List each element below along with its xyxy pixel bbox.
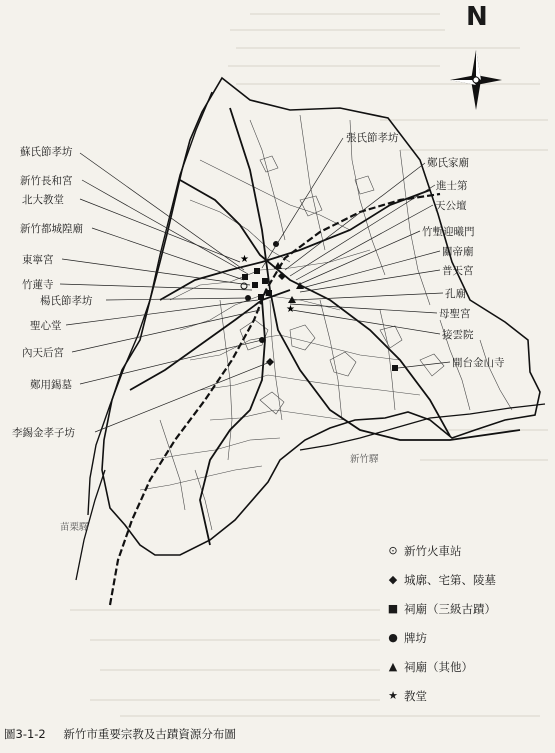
label-xinzhu-station: 新竹驛 xyxy=(350,454,379,465)
marker-temple xyxy=(254,268,260,274)
label-jinshan-temple: 開台金山寺 xyxy=(452,357,505,369)
compass-rose xyxy=(450,50,502,110)
label-jiezhao-temple: 接雲院 xyxy=(442,329,474,341)
label-li-filial-archway: 李錫金孝子坊 xyxy=(12,427,75,439)
label-confucius-temple: 孔廟 xyxy=(445,288,466,300)
diamond-icon: ◆ xyxy=(388,573,398,586)
legend-item-mansion xyxy=(382,565,552,594)
marker-temple xyxy=(258,294,264,300)
marker-temple xyxy=(266,290,272,296)
legend-item-other-temple xyxy=(382,652,552,681)
label-zhulian-temple: 竹蓮寺 xyxy=(22,279,54,291)
label-neitian-temple: 內天后宮 xyxy=(22,347,64,359)
label-tiangong-altar: 天公壇 xyxy=(435,200,467,212)
marker-church: ★ xyxy=(286,304,295,315)
legend-label: 城廓、宅第、陵墓 xyxy=(404,572,496,587)
station-icon: ⊙ xyxy=(388,544,398,557)
label-shengxin-church: 聖心堂 xyxy=(30,320,62,332)
street-network xyxy=(140,115,512,530)
label-beida-church: 北大教堂 xyxy=(22,194,64,206)
marker-church: ★ xyxy=(240,254,249,265)
marker-temple xyxy=(242,274,248,280)
label-chenghuang-temple: 新竹都城隍廟 xyxy=(20,223,83,235)
label-zhuqian-gate: 竹塹迎曦門 xyxy=(422,226,475,238)
legend-item-grade3-temple xyxy=(382,594,552,623)
legend-label: 牌坊 xyxy=(404,630,427,645)
figure-number: 圖3-1-2 xyxy=(4,727,46,741)
legend-item-archway xyxy=(382,623,552,652)
label-zheng-yongxi-tomb: 鄭用錫墓 xyxy=(30,379,72,391)
label-su-archway: 蘇氏節孝坊 xyxy=(20,146,73,158)
coastline xyxy=(88,92,212,515)
legend-label: 祠廟（三級古蹟） xyxy=(404,601,496,616)
label-miaoli-station: 苗栗驛 xyxy=(60,522,89,533)
figure-caption xyxy=(4,726,250,742)
legend-label: 新竹火車站 xyxy=(404,543,462,558)
triangle-icon: ▲ xyxy=(388,660,398,673)
legend-item-church xyxy=(382,681,552,710)
label-musheng-temple: 母聖宮 xyxy=(439,308,471,320)
label-puti-temple: 普天宮 xyxy=(442,265,474,277)
legend-label: 祠廟（其他） xyxy=(404,659,473,674)
label-dongning-temple: 東寧宮 xyxy=(22,254,54,266)
star-icon: ★ xyxy=(388,689,398,702)
legend-label: 教堂 xyxy=(404,688,427,703)
legend-item-station xyxy=(382,536,552,565)
circle-icon: ● xyxy=(388,631,398,644)
label-yang-archway: 楊氏節孝坊 xyxy=(40,295,93,307)
marker-mansion xyxy=(278,272,286,280)
label-guandi-temple: 關帝廟 xyxy=(442,246,474,258)
label-changhe-temple: 新竹長和宮 xyxy=(20,175,73,187)
marker-temple xyxy=(392,365,398,371)
square-icon: ■ xyxy=(387,602,399,615)
label-zheng-shrine: 鄭氏家廟 xyxy=(427,157,469,169)
figure-title: 新竹市重要宗教及古蹟資源分布圖 xyxy=(63,727,236,741)
major-roads xyxy=(130,108,520,545)
label-zhang-archway: 張氏節孝坊 xyxy=(346,132,399,144)
legend xyxy=(382,536,552,710)
north-indicator: N xyxy=(466,2,488,32)
marker-temple xyxy=(252,282,258,288)
label-jinshi-mansion: 進士第 xyxy=(436,180,468,192)
river xyxy=(300,404,545,450)
marker-temple xyxy=(262,278,268,284)
